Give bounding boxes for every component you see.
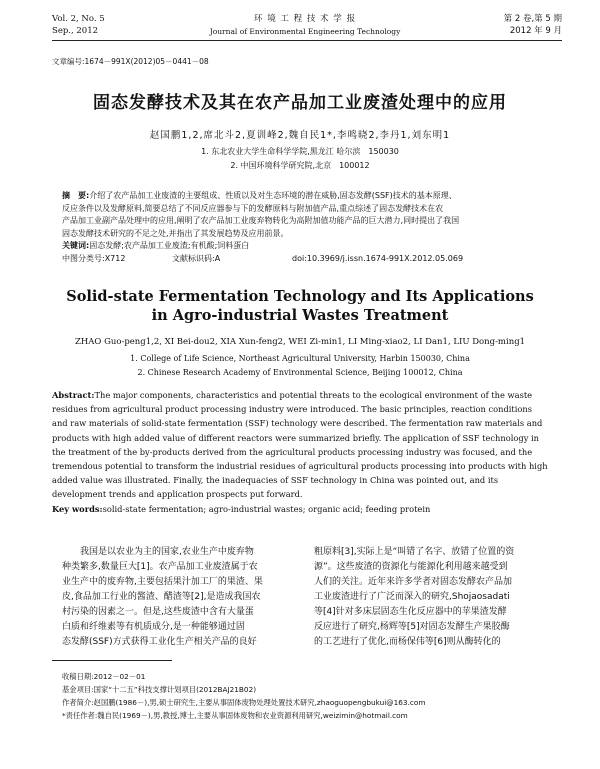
issue-date-cn: 2012 年 9 月 xyxy=(509,26,562,36)
affiliation-cn-1: 1. 东北农业大学生命科学学院,黑龙江 哈尔滨 150030 xyxy=(201,147,399,156)
abstract-cn-label: 摘 要: xyxy=(62,191,90,200)
doi: doi:10.3969/j.issn.1674-991X.2012.05.069 xyxy=(292,253,464,263)
abstract-en-label: Abstract: xyxy=(52,390,95,400)
funding: 基金项目:国家“十二五”科技支撑计划项目(2012BAJ21B02) xyxy=(62,685,257,694)
abstract-cn-line: 固态发酵技术研究的不足之处,并指出了其发展趋势及应用前景。 xyxy=(62,228,289,238)
keywords-en: Key words:solid-state fermentation; agro-industrial wastes; organic acid; feeding protein xyxy=(52,503,431,514)
abstract-cn-line: 反应条件以及发酵原料,简要总结了不同反应器参与下的发酵原料与附加值产品,重点综述了固态发酵技术在农 xyxy=(62,203,444,213)
footnote-rule xyxy=(52,660,172,661)
journal-name-cn: 环 境 工 程 技 术 学 报 xyxy=(254,14,356,24)
footnotes xyxy=(62,670,562,722)
affiliation-en-2: 2. Chinese Research Academy of Environmental Science, Beijing 100012, China xyxy=(137,368,463,377)
document-code: 文献标识码:A xyxy=(172,253,221,263)
authors-en: ZHAO Guo-peng1,2, XI Bei-dou2, XIA Xun-feng2, WEI Zi-min1, LI Ming-xiao2, LI Dan1, LIU Dong-ming1 xyxy=(74,337,526,347)
classification-line xyxy=(62,253,552,265)
keywords-cn: 关键词:固态发酵;农产品加工业废渣;有机酸;饲料蛋白 xyxy=(62,241,250,250)
journal-name-en: Journal of Environmental Engineering Technology xyxy=(209,27,401,36)
issue-date-en: Sep., 2012 xyxy=(52,26,99,36)
abstract-en: Abstract:The major components, characteristics and potential threats to the ecological environment of the waste residues from agricultural product processing industry were introduced. The basic principles, reaction conditions and raw materials of solid-state fermentation (SSF) technology were described. The fermentation raw materials and products with high added value of different reactors were summarized briefly. The application of SSF technology in the treatment of the by-products derived from the agricultural products processing industry was focused, and the tremendous potential to transform the industrial residues of agricultural products processing into products with high added value was illustrated. Finally, the inadequacies of SSF technology in China was pointed out, and its development trends and application prospects put forward. Key words:solid-state fermentation; agro-industrial wastes; organic acid; feeding protein xyxy=(52,388,562,516)
issue-number-cn: 第 2 卷,第 5 期 xyxy=(503,14,562,24)
corresponding-author: *责任作者:魏自民(1969－),男,教授,博士,主要从事固体废物和农业资源利用研究,weizimin@hotmail.com xyxy=(62,711,408,720)
authors-cn: 赵国鹏1,2,席北斗2,夏训峰2,魏自民1*,李鸣晓2,李丹1,刘东明1 xyxy=(149,130,451,141)
affiliation-en-1: 1. College of Life Science, Northeast Agricultural University, Harbin 150030, China xyxy=(130,354,470,363)
body-column-left: 我国是以农业为主的国家,农业生产中废弃物 种类繁多,数量巨大[1]。农产品加工业废渣属于农 业生产中的废弃物,主要包括果汁加工厂的果渣、果 皮,食品加工行业的酱渣、醋渣等[2],是造成我国农 村污染的因素之一。但是,这些废渣中含有大量蛋 白质和纤维素等有机质成分,是一种能够通过固 态发酵(SSF)方式获得工业化生产相关产品的良好 xyxy=(62,547,263,647)
header-rule xyxy=(52,40,562,41)
title-cn: 固态发酵技术及其在农产品加工业废渣处理中的应用 xyxy=(93,93,507,113)
affiliation-cn-2: 2. 中国环境科学研究院,北京 100012 xyxy=(230,161,370,170)
received-date: 收稿日期:2012－02－01 xyxy=(62,672,146,681)
abstract-cn-line: 摘 要:介绍了农产品加工业废渣的主要组成、性质以及对生态环境的潜在威胁,固态发酵(SSF)技术的基本原理、 xyxy=(62,191,457,200)
title-en-line-2: in Agro-industrial Wastes Treatment xyxy=(151,307,449,324)
article-number: 文章编号:1674－991X(2012)05－0441－08 xyxy=(52,57,209,66)
abstract-cn-line: 产品加工业副产品处理中的应用,阐明了农产品加工业废弃物转化为高附加值功能产品的巨大潜力,同时提出了我国 xyxy=(62,216,460,225)
clc-number: 中图分类号:X712 xyxy=(62,253,126,263)
abstract-cn xyxy=(62,190,552,265)
author-bio: 作者简介:赵国鹏(1986－),男,硕士研究生,主要从事固体废物处理处置技术研究,zhaoguopengbukui@163.com xyxy=(62,698,426,707)
body-column-right: 粗原料[3],实际上是“叫错了名字、放错了位置的资 源”。这些废渣的资源化与能源化利用越来越受到 人们的关注。近年来许多学者对固态发酵农产品加 工业废渣进行了广泛而深入的研究,Shojaosadati 等[4]针对多床层固态生化反应器中的苹果渣发酵 反应进行了研究,杨辉等[5]对固态发酵生产果胶酶 的工艺进行了优化,而杨保伟等[6]则从酶转化的 xyxy=(314,547,515,647)
title-en-line-1: Solid-state Fermentation Technology and Its Applications xyxy=(66,288,534,305)
volume-number: Vol. 2, No. 5 xyxy=(52,14,105,24)
